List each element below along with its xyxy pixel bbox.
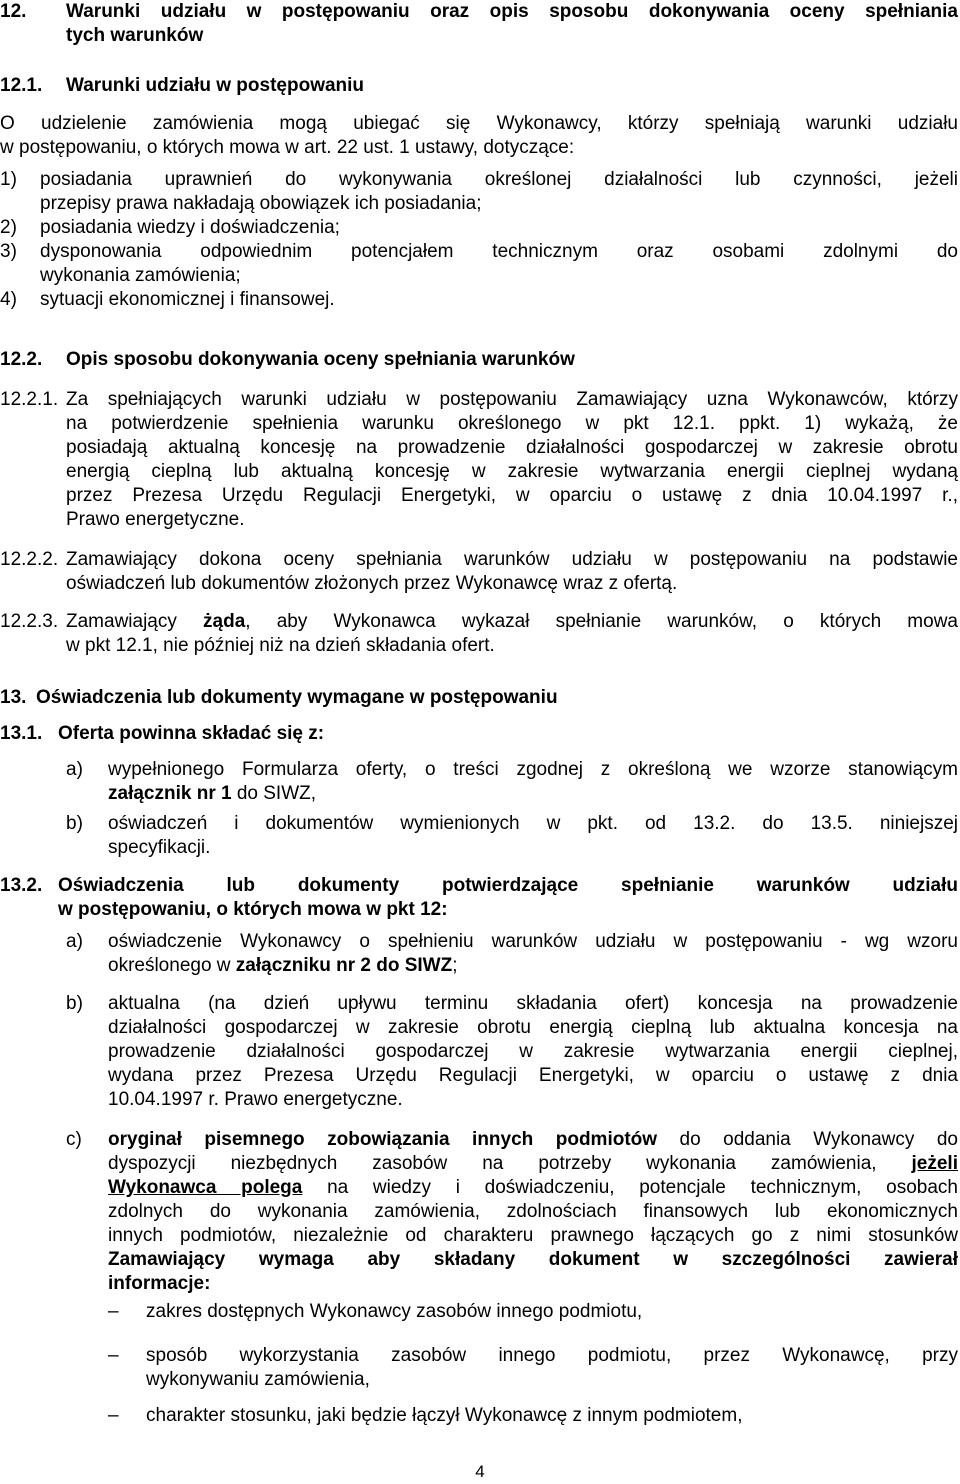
paragraph-line: przez Prezesa Urzędu Regulacji Energetyki, w oparciu o ustawę z dnia 10.04.1997 r., bbox=[66, 485, 958, 506]
paragraph-number: 12.2.1. bbox=[0, 389, 59, 410]
docs-item-b bbox=[0, 992, 958, 1112]
paragraph-line: w pkt 12.1, nie później niż na dzień składania ofert. bbox=[66, 635, 495, 656]
section-number: 13.2. bbox=[0, 875, 43, 896]
paragraph-line: O udzielenie zamówienia mogą ubiegać się Wykonawcy, którzy spełniają warunki udziału bbox=[0, 113, 958, 134]
paragraph-line: oświadczeń lub dokumentów złożonych przez Wykonawcę wraz z ofertą. bbox=[66, 573, 678, 594]
section-13-heading bbox=[0, 686, 958, 710]
list-item bbox=[0, 1300, 958, 1324]
section-number: 12.1. bbox=[0, 75, 43, 96]
section-12-1-heading bbox=[0, 74, 958, 98]
list-item bbox=[0, 288, 958, 312]
item-text: innych podmiotów, niezależnie od charakteru prawnego łączących go z nimi stosunków bbox=[108, 1225, 958, 1246]
item-text: zdolnych do wykonania zamówienia, zdolnościach finansowych lub ekonomicznych bbox=[108, 1201, 958, 1222]
item-text: zakres dostępnych Wykonawcy zasobów innego podmiotu, bbox=[146, 1301, 643, 1322]
section-number: 12.2. bbox=[0, 349, 43, 370]
emphasis: oryginał pisemnego zobowiązania innych podmiotów bbox=[108, 1129, 658, 1150]
item-text: aktualna (na dzień upływu terminu składania ofert) koncesja na prowadzenie bbox=[108, 993, 958, 1014]
section-title: Oferta powinna składać się z: bbox=[58, 723, 325, 744]
item-text: specyfikacji. bbox=[108, 837, 211, 858]
section-title-line: Oświadczenia lub dokumenty potwierdzające spełnianie warunków udziału bbox=[58, 875, 958, 896]
item-text: dysponowania odpowiednim potencjałem technicznym oraz osobami zdolnymi do bbox=[40, 241, 958, 262]
item-text: wykonywaniu zamówienia, bbox=[146, 1369, 370, 1390]
list-item bbox=[0, 812, 958, 836]
paragraph-number: 12.2.3. bbox=[0, 611, 59, 632]
section-number: 13.1. bbox=[0, 723, 43, 744]
item-text: sposób wykorzystania zasobów innego podmiotu, przez Wykonawcę, przy bbox=[146, 1345, 958, 1366]
attachment-reference: załączniku nr 2 do SIWZ bbox=[235, 955, 453, 976]
item-letter: a) bbox=[66, 931, 83, 952]
item-text: oświadczenie Wykonawcy o spełnieniu warunków udziału w postępowaniu - wg wzoru bbox=[108, 931, 958, 952]
item-number: 4) bbox=[0, 289, 17, 310]
section-13-1-heading bbox=[0, 722, 958, 746]
emphasis: Wykonawca polega bbox=[108, 1177, 303, 1198]
list-item bbox=[0, 168, 958, 192]
list-item bbox=[0, 1404, 958, 1428]
item-letter: b) bbox=[66, 813, 83, 834]
section-12-1-intro bbox=[0, 112, 958, 160]
dash-bullet: – bbox=[108, 1405, 119, 1426]
bullet-list-2 bbox=[0, 1344, 958, 1392]
bullet-list bbox=[0, 1300, 958, 1324]
list-item bbox=[0, 240, 958, 264]
paragraph-number: 12.2.2. bbox=[0, 549, 59, 570]
paragraph-12-2-1 bbox=[0, 388, 958, 532]
section-12-2-heading bbox=[0, 348, 958, 372]
paragraph-line: na potwierdzenie spełnienia warunku określonego w pkt 12.1. ppkt. 1) wykażą, że bbox=[66, 413, 958, 434]
item-number: 2) bbox=[0, 217, 17, 238]
item-text: posiadania uprawnień do wykonywania określonej działalności lub czynności, jeżeli bbox=[40, 169, 958, 190]
item-text: działalności gospodarczej w zakresie obrotu energią cieplną lub aktualna koncesja na bbox=[108, 1017, 958, 1038]
section-title-line: w postępowaniu, o których mowa w pkt 12: bbox=[58, 899, 448, 920]
list-item bbox=[0, 216, 958, 240]
offer-list: a) wypełnionego Formularza oferty, o treści zgodnej z określoną we wzorze stanowiącym załącznik nr 1 do SIWZ, bbox=[0, 758, 958, 806]
dash-bullet: – bbox=[108, 1345, 119, 1366]
item-text: charakter stosunku, jaki będzie łączył Wykonawcę z innym podmiotem, bbox=[146, 1405, 743, 1426]
attachment-reference: załącznik nr 1 bbox=[108, 783, 232, 804]
item-text: 10.04.1997 r. Prawo energetyczne. bbox=[108, 1089, 403, 1110]
paragraph-line: energią cieplną lub aktualną koncesję w zakresie wytwarzania energii cieplnej wydaną bbox=[66, 461, 958, 482]
section-number: 12. bbox=[0, 1, 27, 22]
item-number: 3) bbox=[0, 241, 17, 262]
section-12-heading bbox=[0, 0, 958, 48]
emphasis: jeżeli bbox=[911, 1153, 958, 1174]
dash-bullet: – bbox=[108, 1301, 119, 1322]
paragraph-line: Za spełniających warunki udziału w postępowaniu Zamawiający uzna Wykonawców, którzy bbox=[66, 389, 958, 410]
section-title-line: tych warunków bbox=[66, 25, 204, 46]
item-text: oświadczeń i dokumentów wymienionych w pkt. od 13.2. do 13.5. niniejszej bbox=[108, 813, 958, 834]
paragraph-12-2-2 bbox=[0, 548, 958, 596]
item-letter: a) bbox=[66, 759, 83, 780]
item-text: wypełnionego Formularza oferty, o treści zgodnej z określoną we wzorze stanowiącym bbox=[108, 759, 958, 780]
paragraph-line: Prawo energetyczne. bbox=[66, 509, 245, 530]
item-number: 1) bbox=[0, 169, 17, 190]
section-13-2-heading bbox=[0, 874, 958, 922]
paragraph-12-2-3 bbox=[0, 610, 958, 658]
page-number: 4 bbox=[475, 1462, 485, 1481]
section-title: Opis sposobu dokonywania oceny spełniania warunków bbox=[66, 349, 575, 370]
section-title-line: Warunki udziału w postępowaniu oraz opis sposobu dokonywania oceny spełniania bbox=[66, 1, 958, 22]
item-text: Zamawiający wymaga aby składany dokument w szczególności zawierał bbox=[108, 1249, 958, 1270]
item-text: wydana przez Prezesa Urzędu Regulacji Energetyki, w oparciu o ustawę z dnia bbox=[108, 1065, 958, 1086]
list-item bbox=[0, 1344, 958, 1368]
docs-item-a: a) oświadczenie Wykonawcy o spełnieniu warunków udziału w postępowaniu - wg wzoru określonego w załączniku nr 2 do SIWZ; bbox=[66, 931, 958, 976]
item-text: informacje: bbox=[108, 1273, 211, 1294]
item-text: posiadania wiedzy i doświadczenia; bbox=[40, 217, 340, 238]
paragraph-line: Zamawiający dokona oceny spełniania warunków udziału w postępowaniu na podstawie bbox=[66, 549, 958, 570]
item-text: wykonania zamówienia; bbox=[40, 265, 241, 286]
conditions-list bbox=[0, 168, 958, 312]
section-title: Warunki udziału w postępowaniu bbox=[66, 75, 365, 96]
paragraph-line: w postępowaniu, o których mowa w art. 22 ust. 1 ustawy, dotyczące: bbox=[0, 137, 575, 158]
emphasis: żąda bbox=[203, 611, 246, 632]
item-letter: b) bbox=[66, 993, 83, 1014]
section-title: Oświadczenia lub dokumenty wymagane w postępowaniu bbox=[36, 687, 558, 708]
section-number: 13. bbox=[0, 687, 27, 708]
bullet-list-3 bbox=[0, 1404, 958, 1428]
item-letter: c) bbox=[66, 1129, 82, 1150]
list-item bbox=[0, 758, 958, 782]
item-text: prowadzenie działalności gospodarczej w zakresie wytwarzania energii cieplnej, bbox=[108, 1041, 958, 1062]
paragraph-line: Zamawiający żąda, aby Wykonawca wykazał spełnianie warunków, o których mowa bbox=[66, 611, 958, 632]
item-text: sytuacji ekonomicznej i finansowej. bbox=[40, 289, 335, 310]
item-text: przepisy prawa nakładają obowiązek ich posiadania; bbox=[40, 193, 482, 214]
offer-list-b bbox=[0, 812, 958, 860]
paragraph-line: posiadają aktualną koncesję na prowadzenie działalności gospodarczej w zakresie obrotu bbox=[66, 437, 958, 458]
docs-item-c: c) oryginał pisemnego zobowiązania innych podmiotów do oddania Wykonawcy do dyspozycji niezbędnych zasobów na potrzeby wykonania zamówienia, jeżeli Wykonawca polega na wiedzy i doświadczeniu, potencjale technicznym, osobach zdolnych do wykonania zamówienia, zdolnościach finansowych lub ekonomicznych innych podmiotów, niezależnie od charakteru prawnego łączących go z nimi stosunków Zamawiający wymaga aby składany dokument w szczególności zawierał informacje: bbox=[66, 1129, 958, 1294]
